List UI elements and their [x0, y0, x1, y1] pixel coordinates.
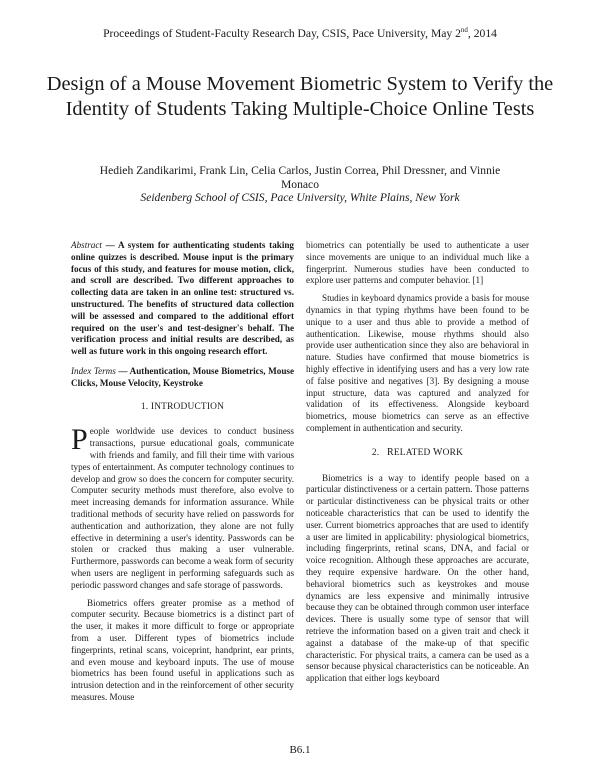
- section-heading-related-work: 2. RELATED WORK: [371, 446, 464, 458]
- running-header: Proceedings of Student-Faculty Research Day, CSIS, Pace University, May 2nd, 2014: [103, 26, 497, 40]
- header-superscript: nd: [460, 26, 468, 34]
- index-terms: [71, 366, 294, 390]
- section-heading-introduction: 1. INTRODUCTION: [140, 401, 225, 412]
- intro-paragraph-4: Studies in keyboard dynamics provide a basis for mouse dynamics in that typing rhythms have been found to be unique to a user and thus able to provide a method of authentication. Likewise, mouse rhythms should also provide user authentication since they also are behavioral in nature. Studies have confirmed that mouse biometrics is highly effective in identifying users and has a very low rate of false positive and negatives [3]. By designing a mouse input structure, data was captured and analyzed for validation of its effectiveness. Alongside keyboard biometrics, mouse biometrics can serve as an effective complement in authentication and security.: [306, 293, 529, 433]
- index-terms-label: Index Terms: [71, 365, 116, 376]
- abstract-text: — A system for authenticating students taking online quizzes is described. Mouse input is the primary focus of this study, and features for mouse motion, click, and scroll are described. Two different approaches to collecting data are taken in an online test: structured vs. unstructured. The benefits of structured data collection will be assessed and compared to the additional effort required on the user's and test-designer's behalf. The verification process and initial results are described, as well as future work in this ongoing research effort.: [71, 240, 294, 357]
- intro-paragraph-1: People worldwide use devices to conduct business transactions, pursue educational goals, communicate with friends and family, and fill their time with various types of entertainment. As computer technology continues to develop and grow so does the concern for computer security. Computer security methods must therefore, also evolve to meet increasing demands for information assurance. While traditional methods of security have relied on passwords for authentication and authorization, they alone are not fully effective in determining a user's identity. Passwords can be stolen or cracked thus making a user vulnerable. Furthermore, passwords can become a weak form of security when users are negligent in performing safeguards such as periodic password changes and safe storage of passwords.: [71, 423, 294, 590]
- author-list: Hedieh Zandikarimi, Frank Lin, Celia Carlos, Justin Correa, Phil Dressner, and Vinnie Monaco: [99, 164, 501, 191]
- drop-cap: P: [71, 423, 88, 457]
- abstract-label: Abstract: [71, 240, 102, 250]
- affiliation: Seidenberg School of CSIS, Pace University, White Plains, New York: [140, 191, 460, 204]
- right-column: [306, 240, 529, 685]
- index-terms-text: — Authentication, Mouse Biometrics, Mouse Clicks, Mouse Velocity, Keystroke: [71, 365, 294, 388]
- intro-paragraph-2: Biometrics offers greater promise as a method of computer security. Because biometrics is a distinct part of the user, it makes it more difficult to forge or appropriate from a user. Different types of biometrics include fingerprints, retinal scans, voiceprint, handprint, ear prints, and even mouse and keyboard inputs. The use of mouse biometrics has been found useful in applications such as intrusion detection and in the reinforcement of other security measures. Mouse: [71, 597, 294, 702]
- related-work-paragraph-1: Biometrics is a way to identify people based on a particular distinctiveness or a certain pattern. Those patterns or particular distinctiveness can be physical traits or other noticeable characteristics that can be used to identify the user. Current biometrics approaches that are used to identify a user are limited in applicability: physiological biometrics, including fingerprints, retinal scans, DNA, and facial or voice recognition. Although these approaches are accurate, they require expensive hardware. On the other hand, behavioral biometrics such as keystrokes and mouse dynamics are less expensive and minimally intrusive because they can be obtained through common user interface devices. There is usually some type of sensor that will retrieve the information based on a given trait and check it against a database of the make-up of that specific characteristic. For physical traits, a camera can be used as a sensor because physical characteristics can be noticeable. An application that either logs keyboard: [306, 472, 529, 684]
- paper-title: Design of a Mouse Movement Biometric System to Verify the Identity of Students Taking Multiple-Choice Online Tests: [46, 73, 554, 120]
- page-number: B6.1: [289, 744, 311, 756]
- abstract: [71, 240, 294, 358]
- left-column: [71, 240, 294, 704]
- intro-paragraph-3: biometrics can potentially be used to authenticate a user since movements are unique to an individual much like a fingerprint. Numerous studies have been conducted to explore user patterns and computer behavior. [1]: [306, 240, 529, 286]
